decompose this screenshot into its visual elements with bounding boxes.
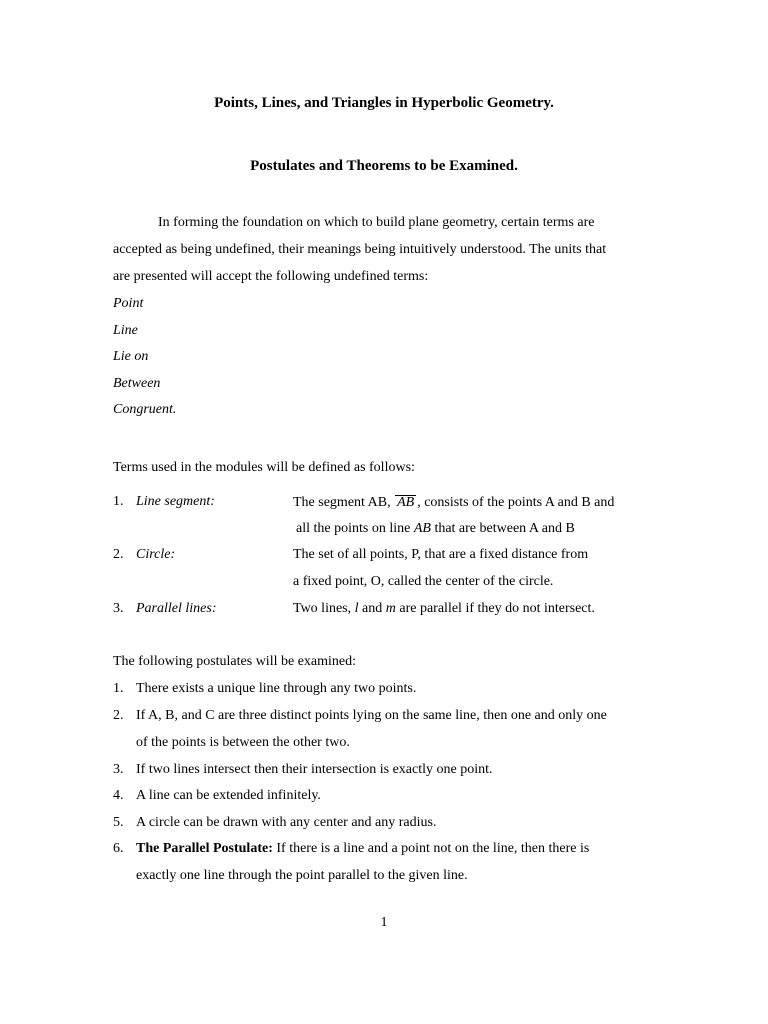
definitions-intro: Terms used in the modules will be defined as follows: <box>113 460 415 475</box>
definition-term: Circle: <box>136 547 176 562</box>
undefined-term: Between <box>113 376 161 391</box>
postulate-number: 6. <box>113 841 124 856</box>
intro-line-3: are presented will accept the following undefined terms: <box>113 269 429 284</box>
intro-line-2: accepted as being undefined, their meanings being intuitively understood. The units that <box>113 242 607 257</box>
postulate-text: The Parallel Postulate: If there is a line and a point not on the line, then there is <box>136 841 590 856</box>
parallel-postulate-label: The Parallel Postulate: <box>136 841 273 856</box>
postulate-text: of the points is between the other two. <box>136 735 350 750</box>
page-number: 1 <box>380 915 388 930</box>
definition-text: The segment AB, AB , consists of the points A and B and <box>293 495 615 510</box>
definition-text: Two lines, l and m are parallel if they do not intersect. <box>293 601 595 616</box>
undefined-term: Line <box>113 323 138 338</box>
postulate-text: If two lines intersect then their intersection is exactly one point. <box>136 762 493 777</box>
postulate-text: exactly one line through the point parallel to the given line. <box>136 868 468 883</box>
document-title: Points, Lines, and Triangles in Hyperbolic Geometry. <box>214 95 554 111</box>
postulate-text: There exists a unique line through any two points. <box>136 681 417 696</box>
definition-text: a fixed point, O, called the center of the circle. <box>293 574 554 589</box>
postulate-text: A line can be extended infinitely. <box>136 788 321 803</box>
postulate-text: A circle can be drawn with any center and any radius. <box>136 815 437 830</box>
segment-ab-symbol: AB <box>397 495 415 510</box>
postulate-number: 3. <box>113 762 124 777</box>
postulate-number: 1. <box>113 681 124 696</box>
intro-line-1: In forming the foundation on which to build plane geometry, certain terms are <box>158 215 595 230</box>
postulates-intro: The following postulates will be examined: <box>113 654 357 669</box>
definition-term: Line segment: <box>136 494 215 509</box>
definition-number: 1. <box>113 494 124 509</box>
undefined-term: Congruent. <box>113 402 177 417</box>
postulate-text: If A, B, and C are three distinct points lying on the same line, then one and only one <box>136 708 607 723</box>
undefined-term: Point <box>113 296 144 311</box>
undefined-term: Lie on <box>113 349 149 364</box>
definition-number: 2. <box>113 547 124 562</box>
postulate-number: 2. <box>113 708 124 723</box>
definition-text: all the points on line AB that are between A and B <box>296 521 575 536</box>
definition-text: The set of all points, P, that are a fixed distance from <box>293 547 589 562</box>
document-subtitle: Postulates and Theorems to be Examined. <box>250 158 518 174</box>
definition-term: Parallel lines: <box>136 601 217 616</box>
postulate-number: 5. <box>113 815 124 830</box>
definition-number: 3. <box>113 601 124 616</box>
postulate-number: 4. <box>113 788 124 803</box>
